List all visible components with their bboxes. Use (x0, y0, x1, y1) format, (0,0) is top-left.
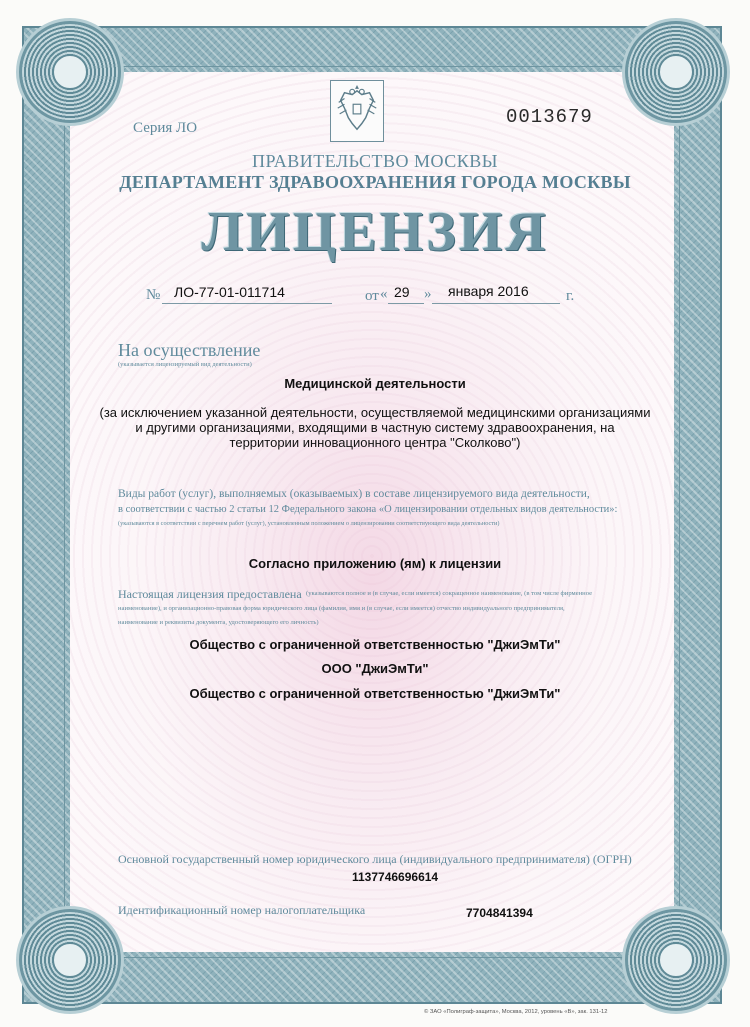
year-suffix: г. (566, 288, 575, 304)
corner-rosette-icon (22, 24, 118, 120)
ogrn-value: 1137746696614 (352, 870, 439, 884)
series-label: Серия ЛО (133, 120, 198, 136)
holder-label: Настоящая лицензия предоставлена (118, 587, 302, 601)
licence-month-year: января 2016 (448, 283, 529, 299)
corner-rosette-icon (628, 912, 724, 1008)
licence-day: 29 (394, 284, 410, 300)
quote-open: « (380, 286, 388, 302)
coat-of-arms-icon (330, 80, 384, 142)
holder-full-name: Общество с ограниченной ответственностью "ДжиЭмТи" (189, 637, 561, 652)
inn-label: Идентификационный номер налогоплательщика (118, 903, 366, 917)
holder-short-name: ООО "ДжиЭмТи" (321, 661, 429, 676)
number-underline (162, 303, 332, 304)
date-from-label: от (365, 288, 379, 304)
holder-brand-name: Общество с ограниченной ответственностью "ДжиЭмТи" (189, 686, 561, 701)
blank-number: 0013679 (506, 106, 593, 128)
holder-note-line: наименование), и организационно-правовая форма юридического лица (фамилия, имя и (в случае, если имеется) отчество индивидуального предпринимателя, (118, 605, 565, 612)
government-name: ПРАВИТЕЛЬСТВО МОСКВЫ (251, 151, 498, 171)
inn-value: 7704841394 (466, 906, 533, 920)
holder-note-line: (указываются полное и (в случае, если имеется) сокращенное наименование, (в том числе фирменное (306, 590, 592, 597)
works-note: (указываются в соответствии с перечнем работ (услуг), установленным положением о лицензировании соответствующего вида деятельности) (118, 520, 500, 527)
month-underline (432, 303, 560, 304)
activity-heading: На осуществление (118, 340, 261, 360)
activity-clarification-line: (за исключением указанной деятельности, осуществляемой медицинскими организациями (99, 405, 651, 420)
holder-note-line: наименование и реквизиты документа, удостоверяющего его личность) (118, 619, 319, 626)
ogrn-label: Основной государственный номер юридического лица (индивидуального предпринимателя) (ОГРН) (118, 852, 632, 866)
works-value: Согласно приложению (ям) к лицензии (248, 556, 502, 571)
corner-rosette-icon (22, 912, 118, 1008)
works-text-line: Виды работ (услуг), выполняемых (оказываемых) в составе лицензируемого вида деятельности, (118, 488, 590, 500)
licence-number: ЛО-77-01-011714 (174, 284, 285, 300)
number-sign: № (146, 287, 161, 303)
printer-imprint: © ЗАО «Полиграф-защита», Москва, 2012, уровень «В», зак. 131-12 (424, 1009, 608, 1015)
activity-heading-note: (указывается лицензируемый вид деятельности) (118, 361, 252, 368)
document-title: ЛИЦЕНЗИЯ (201, 201, 549, 263)
corner-rosette-icon (628, 24, 724, 120)
activity-clarification-line: территории инновационного центра "Сколково") (229, 435, 521, 450)
activity-name: Медицинской деятельности (284, 376, 466, 391)
activity-clarification-line: и другими организациями, входящими в частную систему здравоохранения, на (135, 420, 615, 435)
day-underline (388, 303, 424, 304)
department-name: ДЕПАРТАМЕНТ ЗДРАВООХРАНЕНИЯ ГОРОДА МОСКВЫ (119, 172, 631, 192)
quote-close: » (424, 286, 432, 302)
works-text-line: в соответствии с частью 2 статьи 12 Федерального закона «О лицензировании отдельных видов деятельности»: (118, 504, 618, 515)
